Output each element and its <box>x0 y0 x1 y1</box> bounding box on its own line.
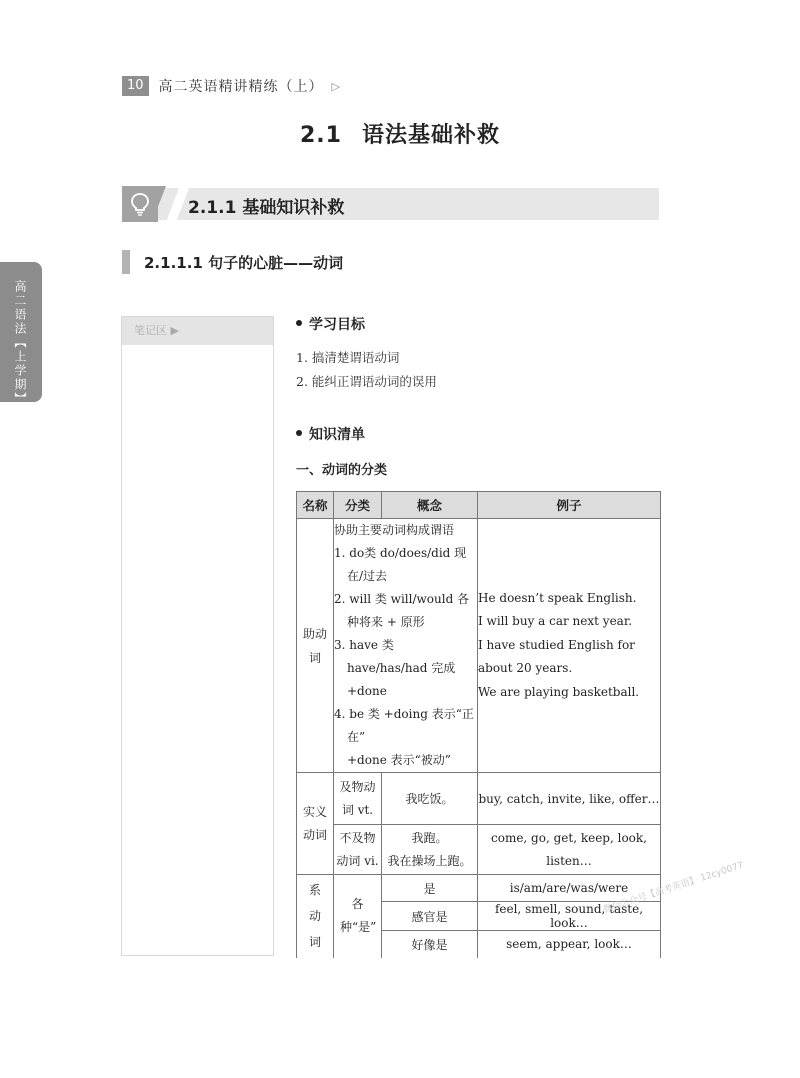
goals-heading <box>296 314 365 334</box>
section-title-text: 语法基础补救 <box>361 123 500 148</box>
heading-mark <box>122 250 130 274</box>
side-tab-label: 高二语法【上学期】 <box>13 280 27 406</box>
side-tab <box>0 262 42 406</box>
notional-name: 实义动词 <box>297 773 334 875</box>
linking-example: is/am/are/was/were <box>478 875 661 902</box>
table-row <box>297 773 661 825</box>
header-arrow-icon: ▷ <box>331 79 341 93</box>
section-number: 2.1 <box>300 123 342 148</box>
page-number: 10 <box>122 76 149 96</box>
section-title <box>0 118 800 149</box>
table-row <box>297 519 661 773</box>
subsection-title: 2.1.1 基础知识补救 <box>188 198 345 218</box>
goals-list <box>296 346 437 394</box>
linking-concept: 好像是 <box>382 931 478 958</box>
aux-example: I will buy a car next year. <box>478 614 633 629</box>
subsection-banner <box>122 186 659 222</box>
aux-concept-intro: 协助主要动词构成谓语 <box>334 523 455 537</box>
aux-example: He doesn’t speak English. <box>478 590 637 605</box>
subsubsection-heading <box>122 250 343 274</box>
aux-concept <box>334 519 478 773</box>
notional-example: buy, catch, invite, like, offer… <box>478 773 661 825</box>
table-header: 概念 <box>382 492 478 519</box>
linking-concept: 感官是 <box>382 902 478 931</box>
aux-example: We are playing basketball. <box>478 684 640 699</box>
running-header <box>122 76 340 96</box>
aux-example: I have studied English for about 20 years. <box>478 637 635 676</box>
notional-type: 不及物动词 vi. <box>334 825 382 875</box>
linking-concept: 是 <box>382 875 478 902</box>
knowledge-subheading: 一、动词的分类 <box>296 463 388 478</box>
aux-examples <box>478 519 661 773</box>
knowledge-heading <box>296 424 365 444</box>
book-title: 高二英语精讲精练（上） <box>158 79 324 95</box>
notional-type: 及物动词 vt. <box>334 773 382 825</box>
linking-name: 系动词 <box>297 875 334 958</box>
aux-concept-item: 2. will 类 will/would 各种将来 + 原形 <box>334 592 470 629</box>
table-header: 例子 <box>478 492 661 519</box>
bullet-dot-icon <box>296 320 302 326</box>
aux-concept-item: 1. do类 do/does/did 现在/过去 <box>334 546 467 583</box>
lightbulb-icon <box>130 192 150 216</box>
bullet-dot-icon <box>296 430 302 436</box>
aux-concept-item: 3. have 类 have/has/had 完成 +done <box>334 638 456 698</box>
aux-concept-item: 4. be 类 +doing 表示“正在” <box>334 707 474 744</box>
goal-item: 2. 能纠正谓语动词的误用 <box>296 374 437 389</box>
table-header: 名称 <box>297 492 334 519</box>
aux-name: 助动词 <box>297 519 334 773</box>
banner-slant <box>152 186 166 222</box>
notes-panel <box>121 316 274 956</box>
linking-example: seem, appear, look… <box>478 931 661 958</box>
knowledge-heading-text: 知识清单 <box>309 427 365 443</box>
verb-classification-table <box>296 491 661 958</box>
notional-concept: 我跑。 我在操场上跑。 <box>382 825 478 875</box>
notional-concept: 我吃饭。 <box>382 773 478 825</box>
table-header-row <box>297 492 661 519</box>
notional-example: come, go, get, keep, look, listen… <box>478 825 661 875</box>
linking-type: 各种“是” <box>334 875 382 958</box>
goal-item: 1. 搞清楚谓语动词 <box>296 350 400 365</box>
table-row <box>297 825 661 875</box>
goals-heading-text: 学习目标 <box>309 317 365 333</box>
table-row <box>297 875 661 902</box>
watermark: 微信公众号【高考英语】 12cy0077 <box>602 860 745 916</box>
table-header: 分类 <box>334 492 382 519</box>
notes-label: 笔记区 ▶ <box>122 317 273 345</box>
linking-example: feel, smell, sound, taste, look… <box>478 902 661 931</box>
aux-concept-tail: +done 表示“被动” <box>347 753 451 767</box>
subsubsection-title: 2.1.1.1 句子的心脏——动词 <box>144 253 344 272</box>
